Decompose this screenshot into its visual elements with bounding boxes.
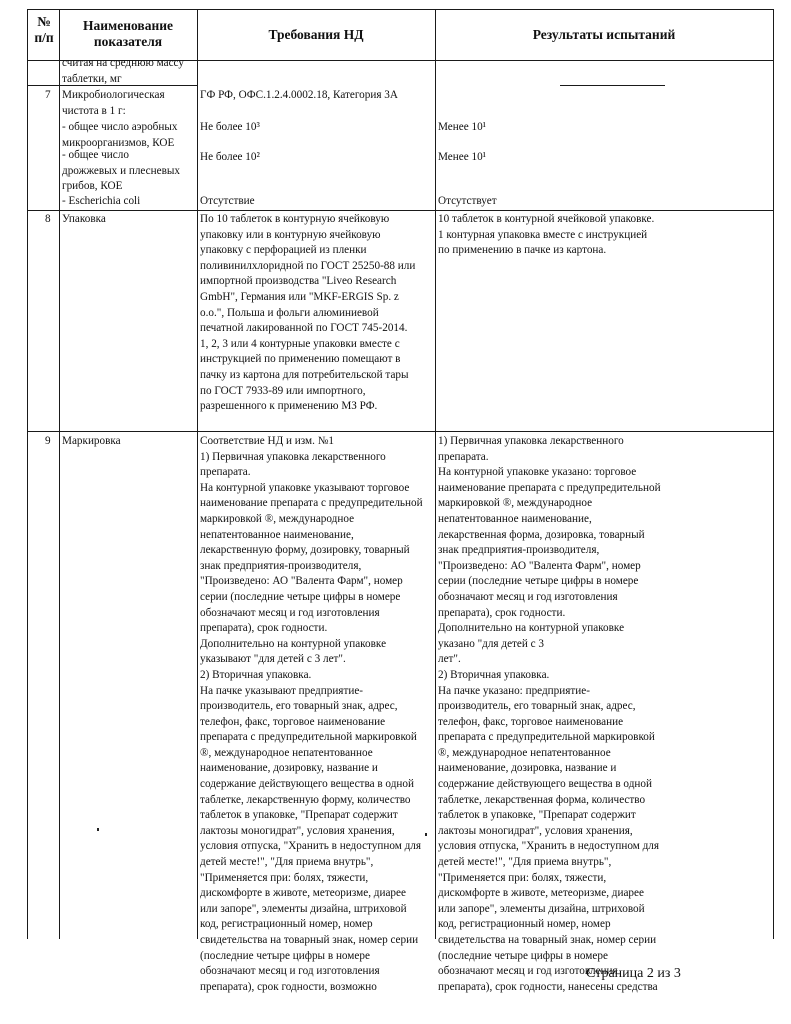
continuation-name: считая на среднюю массу таблетки, мг <box>62 57 184 85</box>
column-divider-name <box>197 9 198 939</box>
row-8-num: 8 <box>45 213 51 225</box>
row-8-name: Упаковка <box>62 213 106 225</box>
row-7-sub-2-result: Менее 10¹ <box>438 151 487 163</box>
row-7-sub-3-result: Отсутствует <box>438 195 497 207</box>
table-right-border <box>773 9 774 939</box>
column-divider-num <box>59 9 60 939</box>
row-9-requirement: Соответствие НД и изм. №1 1) Первичная упаковка лекарственного препарата. На контурной упаковке указывают торговое наименование препарата с предупредительной маркировкой ®, международное непатентованное наименование, лекарственную форму, дозировку, товарный знак предприятия-производителя, "Произведено: АО "Валента Фарм", номер серии (последние четыре цифры в номере обозначают месяц и год изготовления препарата), срок годности. Дополнительно на контурной упаковке указывают "для детей с 3 лет". 2) Вторичная упаковка. На пачке указывают предприятие- производитель, его товарный знак, адрес, телефон, факс, торговое наименование препарата с предупредительной маркировкой ®, международное непатентованное наименование, дозировку, название и содержание действующего вещества в одной таблетке, лекарственную форму, количество таблеток в упаковке, "Препарат содержит лактозы моногидрат", условия хранения, условия отпуска, "Хранить в недоступном для детей месте!", "Для приема внутрь", "Применяется при: болях, тяжести, дискомфорте в животе, метеоризме, диарее или запоре", элементы дизайна, штриховой код, регистрационный номер, номер свидетельства на товарный знак, номер серии (последние четыре цифры в номере обозначают месяц и год изготовления препарата), срок годности, возможно <box>200 435 423 993</box>
result-stray-line <box>560 85 665 86</box>
row-8-result: 10 таблеток в контурной ячейковой упаковке. 1 контурная упаковка вместе с инструкцией по применению в пачке из картона. <box>438 213 655 257</box>
header-results: Результаты испытаний <box>532 27 676 42</box>
scan-speck <box>97 828 99 831</box>
table-top-border <box>27 9 773 10</box>
header-name: Наименование показателя <box>83 18 173 49</box>
row-8-requirement: По 10 таблеток в контурную ячейковую упаковку или в контурную ячейковую упаковку с перфорацией из пленки поливинилхлоридной по ГОСТ 25250-88 или импортной производства "Liveo Research GmbH", Германия или "MKF-ERGIS Sp. z o.o.", Польша и фольги алюминиевой печатной лакированной по ГОСТ 745-2014. 1, 2, 3 или 4 контурные упаковки вместе с инструкцией по применению помещают в пачку из картона для потребительской тары по ГОСТ 7933-89 или импортного, разрешенного к применению МЗ РФ. <box>200 213 416 413</box>
row-9-name: Маркировка <box>62 435 121 447</box>
column-divider-requirements <box>435 9 436 939</box>
row-7-bottom-border <box>27 210 773 211</box>
row-7-sub-1-result: Менее 10¹ <box>438 121 487 133</box>
header-num: № п/п <box>34 14 54 45</box>
row-7-sub-3-name: - Escherichia coli <box>62 195 141 207</box>
scan-speck <box>425 833 427 836</box>
row-7-num: 7 <box>45 89 51 101</box>
row-9-result: 1) Первичная упаковка лекарственного препарата. На контурной упаковке указано: торговое наименование препарата с предупредительной маркировкой ®, международное непатентованное наименование, лекарственная форма, дозировка, товарный знак предприятия-производителя, "Произведено: АО "Валента Фарм", номер серии (последние четыре цифры в номере обозначают месяц и год изготовления препарата), срок годности. Дополнительно на контурной упаковке указано "для детей с 3 лет". 2) Вторичная упаковка. На пачке указано: предприятие- производитель, его товарный знак, адрес, телефон, факс, торговое наименование препарата с предупредительной маркировкой ®, международное непатентованное наименование, дозировка, название и содержание действующего вещества в одной таблетке, лекарственная форма, количество таблеток в упаковке, "Препарат содержит лактозы моногидрат", условия хранения, условия отпуска, "Хранить в недоступном для детей месте!", "Для приема внутрь", "Применяется при: болях, тяжести, дискомфорте в животе, метеоризме, диарее или запоре", элементы дизайна, штриховой код, регистрационный номер, номер свидетельства на товарный знак, номер серии (последние четыре цифры в номере обозначают месяц и год изготовления препарата), срок годности, нанесены средства <box>438 435 661 993</box>
row-7-sub-2-requirement: Не более 10² <box>200 151 260 163</box>
row-7-requirement: ГФ РФ, ОФС.1.2.4.0002.18, Категория 3А <box>200 89 398 101</box>
header-requirements: Требования НД <box>268 27 364 42</box>
page-number: Страница 2 из 3 <box>586 966 681 981</box>
row-7-sub-1-requirement: Не более 10³ <box>200 121 260 133</box>
row-7-sub-2-name: - общее число дрожжевых и плесневых грибов, КОЕ <box>62 149 180 193</box>
row-8-bottom-border <box>27 431 773 432</box>
row-7-sub-3-requirement: Отсутствие <box>200 195 255 207</box>
row-7-name: Микробиологическая чистота в 1 г: <box>62 89 165 117</box>
row-7-sub-1-name: - общее число аэробных микроорганизмов, КОЕ <box>62 121 178 149</box>
row-9-num: 9 <box>45 435 51 447</box>
table-left-border <box>27 9 28 939</box>
